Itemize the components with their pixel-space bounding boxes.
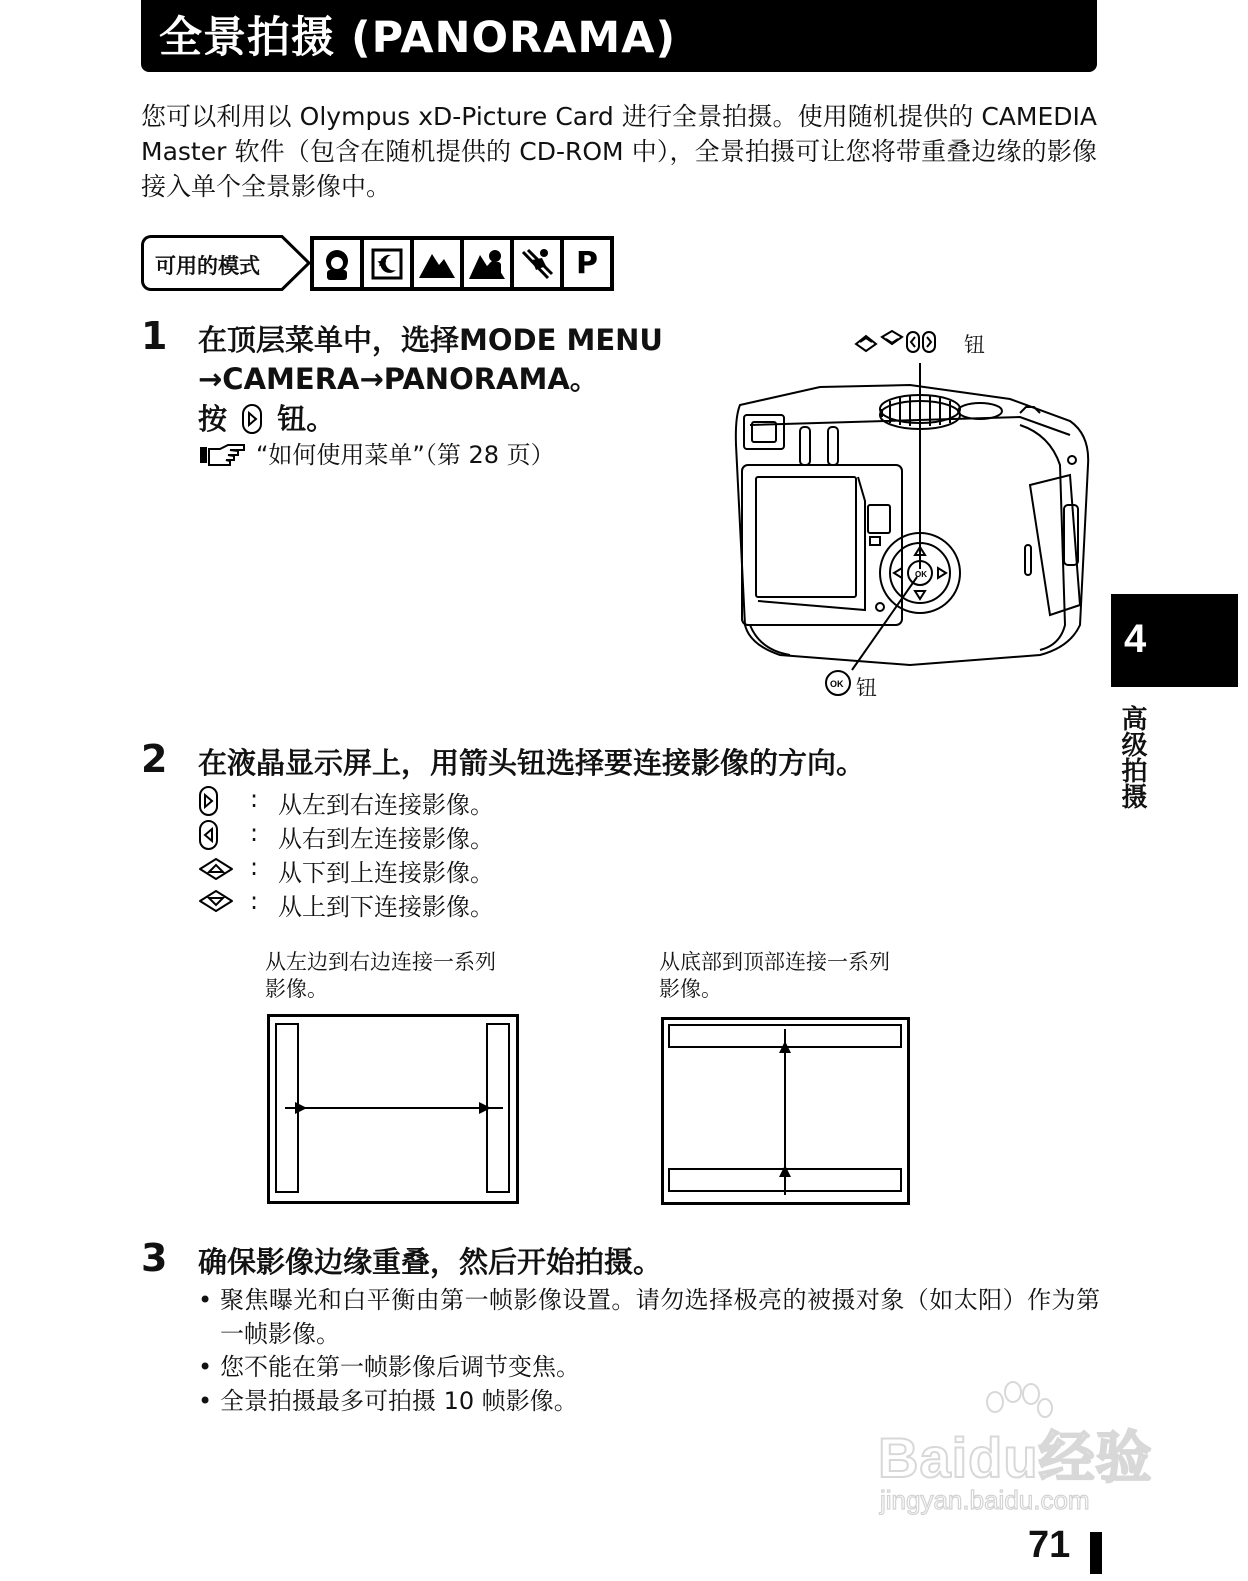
- left-to-right-diagram: [267, 1014, 519, 1204]
- page-number: 71: [1028, 1524, 1071, 1566]
- bottom-to-top-caption-line-2: 影像。: [659, 977, 722, 1001]
- arrow-down-button-icon: [198, 889, 234, 913]
- arrow-left-button-icon: [198, 819, 220, 851]
- landscape-portrait-mode-icon: [464, 240, 510, 287]
- direction-text: 从左到右连接影像。: [278, 791, 494, 819]
- step-3-number: 3: [141, 1236, 168, 1280]
- landscape-mode-icon: [414, 240, 460, 287]
- modes-label: 可用的模式: [155, 254, 260, 278]
- direction-colon: :: [250, 853, 259, 881]
- intro-paragraph: 您可以利用以 Olympus xD-Picture Card 进行全景拍摄。使用随机提供的 CAMEDIA Master 软件（包含在随机提供的 CD-ROM 中），全景拍摄可让您将带重叠边缘的影像接入单个全景影像中。: [141, 102, 1097, 201]
- step-3-heading: 确保影像边缘重叠，然后开始拍摄。: [198, 1245, 663, 1279]
- step-1-number: 1: [141, 314, 168, 358]
- title-bar: [141, 0, 1097, 72]
- arrow-buttons-label: 钮: [964, 333, 985, 357]
- bullet-text: 您不能在第一帧影像后调节变焦。: [220, 1353, 580, 1381]
- watermark-logo-text: Baidu经验: [878, 1426, 1153, 1489]
- night-scene-mode-icon: [364, 240, 410, 287]
- portrait-mode-icon: [314, 240, 360, 287]
- bullet-dot: •: [198, 1286, 213, 1314]
- step-1-button-label: 钮。: [277, 402, 336, 436]
- page-number-bar: [1090, 1532, 1102, 1574]
- arrow-right-button-icon: [198, 785, 220, 817]
- step-2-heading: 在液晶显示屏上，用箭头钮选择要连接影像的方向。: [198, 746, 866, 780]
- bottom-to-top-diagram: [661, 1017, 911, 1207]
- bullet-text: 全景拍摄最多可拍摄 10 帧影像。: [220, 1387, 578, 1415]
- camera-illustration: [720, 325, 1100, 705]
- svg-text:OK: OK: [915, 570, 927, 579]
- step-1-reference: [198, 438, 555, 472]
- bullet-dot: •: [198, 1353, 213, 1381]
- step-1-line-2: →CAMERA→PANORAMA。: [198, 362, 599, 396]
- watermark-url: jingyan.baidu.com: [880, 1485, 1090, 1515]
- bottom-to-top-caption-line-1: 从底部到顶部连接一系列: [659, 950, 890, 974]
- bullet-text: 聚焦曝光和白平衡由第一帧影像设置。请勿选择极亮的被摄对象（如太阳）作为第一帧影像。: [220, 1286, 1100, 1348]
- modes-arrow: [270, 235, 312, 291]
- left-to-right-caption-line-1: 从左边到右边连接一系列: [265, 950, 496, 974]
- chapter-title: 高级拍摄: [1117, 705, 1147, 809]
- svg-text:OK: OK: [830, 679, 844, 689]
- step-1-reference-text: “如何使用菜单”（第 28 页）: [256, 441, 555, 469]
- pointing-hand-icon: [198, 441, 248, 467]
- bullet-dot: •: [198, 1387, 213, 1415]
- sports-mode-icon: [514, 240, 560, 287]
- direction-colon: :: [250, 887, 259, 915]
- arrow-right-button-icon: [241, 403, 263, 435]
- step-1-press-label: 按: [198, 402, 228, 436]
- step-2-number: 2: [141, 737, 168, 781]
- direction-text: 从右到左连接影像。: [278, 825, 494, 853]
- program-mode-icon: P: [564, 240, 610, 287]
- direction-colon: :: [250, 819, 259, 847]
- arrow-up-button-icon: [198, 857, 234, 881]
- page-title: 全景拍摄 (PANORAMA): [159, 13, 677, 63]
- left-to-right-caption-line-2: 影像。: [265, 977, 328, 1001]
- direction-colon: :: [250, 785, 259, 813]
- step-1-line-1: 在顶层菜单中，选择MODE MENU: [198, 323, 663, 357]
- ok-button-label: 钮: [856, 676, 877, 700]
- direction-text: 从下到上连接影像。: [278, 859, 494, 887]
- step-1-line-3: [198, 400, 335, 438]
- direction-text: 从上到下连接影像。: [278, 893, 494, 921]
- mode-icon-strip: [310, 236, 614, 291]
- chapter-number: 4: [1124, 617, 1147, 661]
